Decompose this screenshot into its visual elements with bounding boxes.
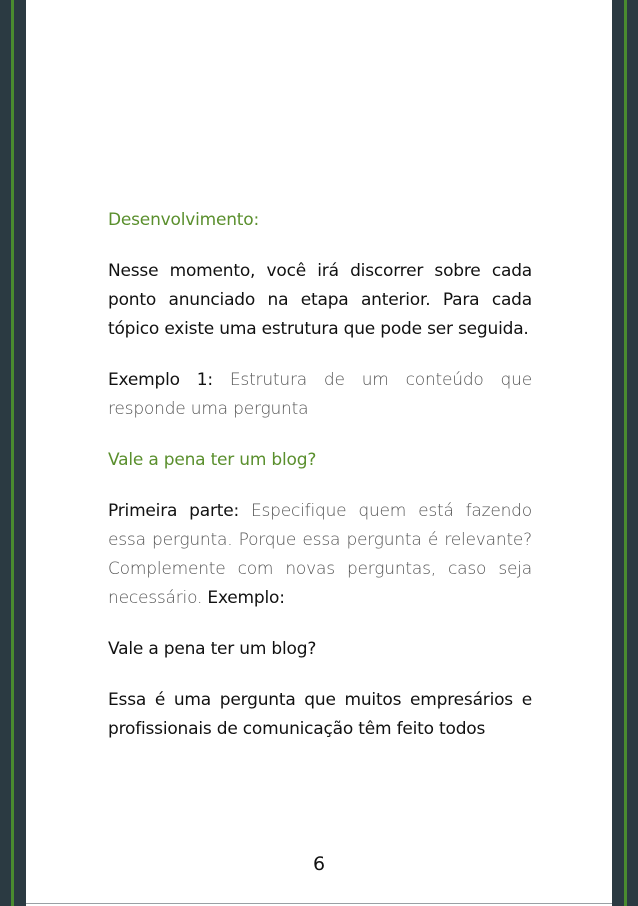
paragraph-intro: Nesse momento, você irá discorrer sobre cada ponto anunciado na etapa anterior. Para cada tópico existe uma estrutura que pode ser seguida. [108, 261, 532, 339]
example-1-paragraph [108, 366, 532, 424]
subheading: Vale a pena ter um blog? [108, 450, 317, 470]
right-stripe [624, 0, 627, 906]
example-label: Exemplo: [207, 588, 285, 608]
first-part-paragraph [108, 497, 532, 613]
left-border [0, 0, 26, 906]
page-number: 6 [312, 853, 326, 875]
bottom-rule [26, 903, 612, 904]
section-heading: Desenvolvimento: [108, 210, 259, 230]
example-1-label: Exemplo 1: [108, 370, 213, 390]
page-content [108, 206, 532, 744]
first-part-text: Especifique quem está fazendo essa pergunta. Porque essa pergunta é relevante? Complemente com novas perguntas, caso seja necessário. [108, 501, 532, 608]
first-part-label: Primeira parte: [108, 501, 240, 521]
paragraph-answer: Essa é uma pergunta que muitos empresários e profissionais de comunicação têm feito todos [108, 690, 532, 739]
left-stripe [11, 0, 14, 906]
example-1-text: Estrutura de um conteúdo que responde uma pergunta [108, 370, 532, 419]
right-border [612, 0, 638, 906]
question-line: Vale a pena ter um blog? [108, 639, 317, 659]
